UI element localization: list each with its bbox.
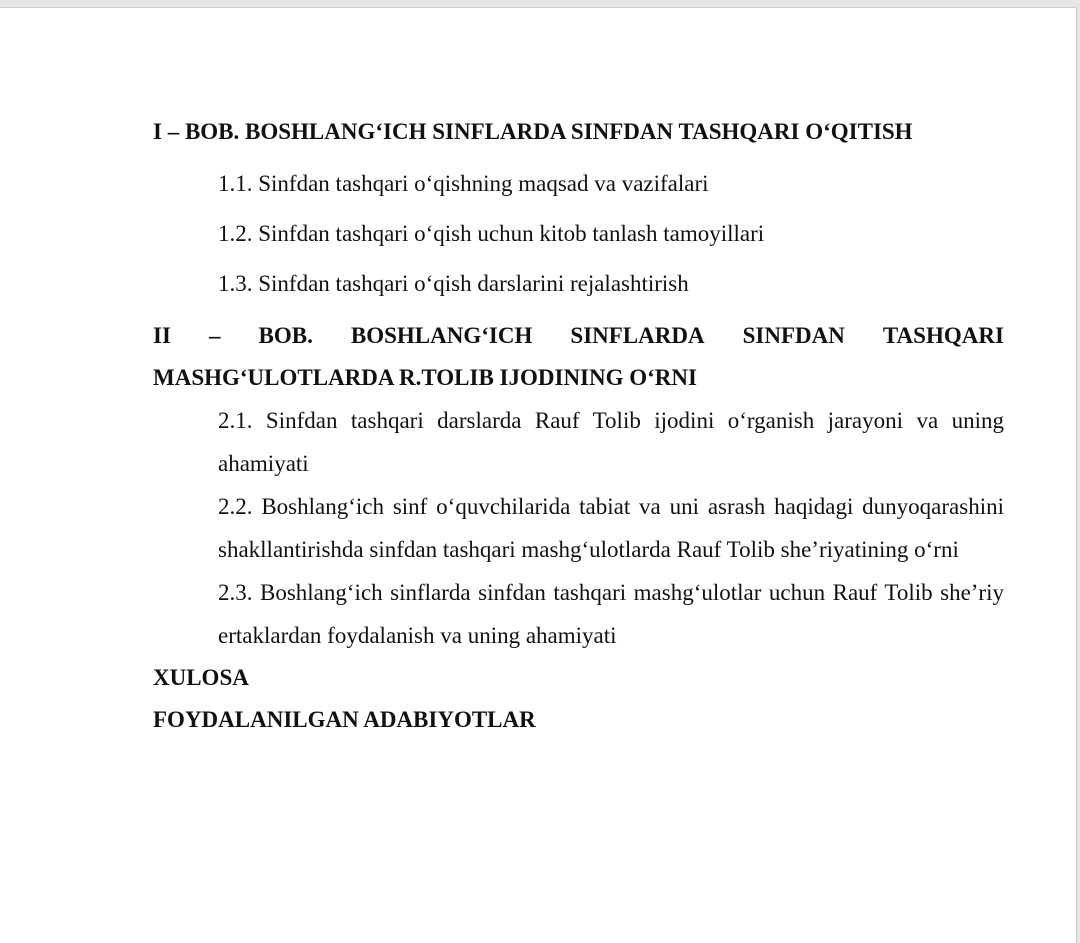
section-1-1: 1.1. Sinfdan tashqari o‘qishning maqsad va vazifalari xyxy=(218,171,709,196)
chapter-2-word: BOB. xyxy=(258,323,313,348)
document-page xyxy=(0,7,1077,943)
section-2-2: 2.2. Boshlang‘ich sinf o‘quvchilarida tabiat va uni asrash haqidagi dunyoqarashini shakllantirishda sinfdan tashqari mashg‘ulotlarda Rauf Tolib she’riyatining o‘rni xyxy=(218,494,1004,562)
chapter-2-title-line-2: MASHG‘ULOTLARDA R.TOLIB IJODINING O‘RNI xyxy=(153,365,697,390)
chapter-2-word: SINFLARDA xyxy=(570,323,705,348)
chapter-2-word: TASHQARI xyxy=(882,323,1004,348)
references-heading: FOYDALANILGAN ADABIYOTLAR xyxy=(153,707,536,732)
chapter-2-word: BOSHLANG‘ICH xyxy=(350,323,533,348)
section-2-3: 2.3. Boshlang‘ich sinflarda sinfdan tashqari mashg‘ulotlar uchun Rauf Tolib she’riy ertaklardan foydalanish va uning ahamiyati xyxy=(218,580,1004,648)
chapter-2-word: SINFDAN xyxy=(742,323,845,348)
chapter-2-word: II xyxy=(153,323,171,348)
chapter-2-title-line-1 xyxy=(153,315,1004,357)
section-1-2: 1.2. Sinfdan tashqari o‘qish uchun kitob tanlash tamoyillari xyxy=(218,221,765,246)
section-1-3: 1.3. Sinfdan tashqari o‘qish darslarini rejalashtirish xyxy=(218,271,689,296)
conclusion-heading: XULOSA xyxy=(153,665,249,690)
chapter-1-title: I – BOB. BOSHLANG‘ICH SINFLARDA SINFDAN TASHQARI O‘QITISH xyxy=(153,119,913,144)
chapter-2-title xyxy=(153,315,1004,399)
section-2-1: 2.1. Sinfdan tashqari darslarda Rauf Tolib ijodini o‘rganish jarayoni va uning ahamiyati xyxy=(218,408,1004,476)
chapter-2-word: – xyxy=(208,323,221,348)
table-of-contents xyxy=(153,111,1004,741)
